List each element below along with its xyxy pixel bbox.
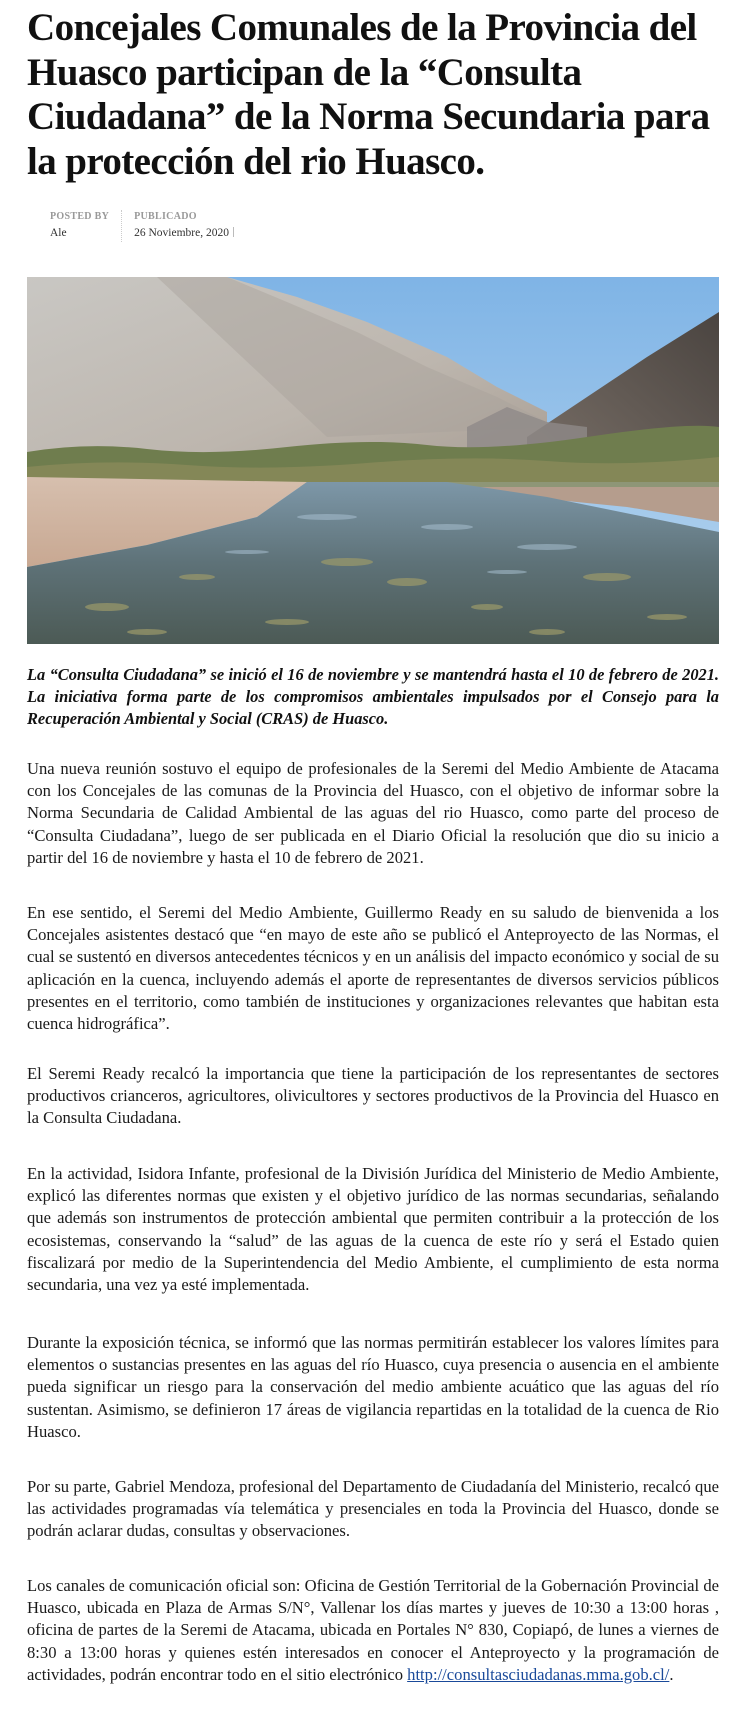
author-name[interactable]: Ale	[50, 227, 67, 239]
contact-text: Los canales de comunicación oficial son: Oficina de Gestión Territorial de la Gobernación Provincial de Huasco, ubicada en Plaza de Armas S/N°, Vallenar los días martes y jueves de 10:30 a 13:00 horas , oficina de partes de la Seremi de Atacama, ubicada en Portales N° 830, Copiapó, de lunes a viernes de 8:30 a 13:00 horas y quienes estén interesados en conocer el Anteproyecto y la programación de actividades, podrán encontrar todo en el sitio electrónico	[27, 1576, 719, 1684]
paragraph: Por su parte, Gabriel Mendoza, profesional del Departamento de Ciudadanía del Ministerio, recalcó que las actividades programadas vía telemática y presenciales en toda la Provincia del Huasco, donde se podrán aclarar dudas, consultas y observaciones.	[27, 1477, 719, 1541]
published-label: PUBLICADO	[134, 211, 197, 222]
paragraph: El Seremi Ready recalcó la importancia que tiene la participación de los representantes de sectores productivos crianceros, agricultores, olivicultores y sectores productivos de la Provincia del Huasco en la Consulta Ciudadana.	[27, 1064, 719, 1128]
landscape-photo-icon	[27, 277, 719, 644]
meta-separator	[233, 227, 234, 237]
meta-author	[50, 210, 121, 242]
paragraph-contact	[27, 1575, 719, 1686]
posted-by-label: POSTED BY	[50, 211, 110, 222]
hero-image	[27, 277, 719, 644]
paragraph: En la actividad, Isidora Infante, profesional de la División Jurídica del Ministerio de Medio Ambiente, explicó las diferentes normas que existen y el objetivo jurídico de las normas secundarias, señalando que además son instrumentos de protección ambiental que permiten contribuir a la protección de los ecosistemas, conservando la “salud” de las aguas de la cuenca de este río y será el Estado quien fiscalizará por medio de la Superintendencia del Medio Ambiente, el cumplimiento de esta norma secundaria, una vez ya esté implementada.	[27, 1164, 719, 1295]
image-caption: La “Consulta Ciudadana” se inició el 16 de noviembre y se mantendrá hasta el 10 de febrero de 2021. La iniciativa forma parte de los compromisos ambientales impulsados por el Consejo para la Recuperación Ambiental y Social (CRAS) de Huasco.	[27, 665, 719, 728]
trailing-period: .	[669, 1664, 674, 1684]
meta-date	[121, 210, 246, 242]
meta-date-row	[134, 224, 234, 242]
consulta-site-link[interactable]: http://consultasciudadanas.mma.gob.cl/	[407, 1664, 670, 1684]
paragraph: Una nueva reunión sostuvo el equipo de profesionales de la Seremi del Medio Ambiente de Atacama con los Concejales de las comunas de la Provincia del Huasco, con el objetivo de informar sobre la Norma Secundaria de Calidad Ambiental de las aguas del rio Huasco, como parte del proceso de “Consulta Ciudadana”, luego de ser publicada en el Diario Oficial la resolución que dio su inicio a partir del 16 de noviembre y hasta el 10 de febrero de 2021.	[27, 759, 719, 867]
paragraph: En ese sentido, el Seremi del Medio Ambiente, Guillermo Ready en su saludo de bienvenida a los Concejales asistentes destacó que “en mayo de este año se publicó el Anteproyecto de las Normas, el cual se sustentó en diversos antecedentes técnicos y en un análisis del impacto económico y social de su aplicación en la cuenca, incluyendo además el aporte de representantes de diversos servicios públicos presentes en el territorio, como también de instituciones y organizaciones relevantes que habitan esta cuenca hidrográfica”.	[27, 903, 719, 1034]
article-meta	[50, 210, 246, 242]
article-title: Concejales Comunales de la Provincia del Huasco participan de la “Consulta Ciudadana” de la Norma Secundaria para la protección del rio Huasco.	[27, 6, 710, 183]
paragraph: Durante la exposición técnica, se informó que las normas permitirán establecer los valores límites para elementos o sustancias presentes en las aguas del río Huasco, cuya presencia o ausencia en el ambiente pueda significar un riesgo para la conservación del medio ambiente acuático que las aguas del río sustentan. Asimismo, se definieron 17 áreas de vigilancia repartidas en la totalidad de la cuenca de Rio Huasco.	[27, 1333, 719, 1441]
publish-date: 26 Noviembre, 2020	[134, 227, 229, 239]
